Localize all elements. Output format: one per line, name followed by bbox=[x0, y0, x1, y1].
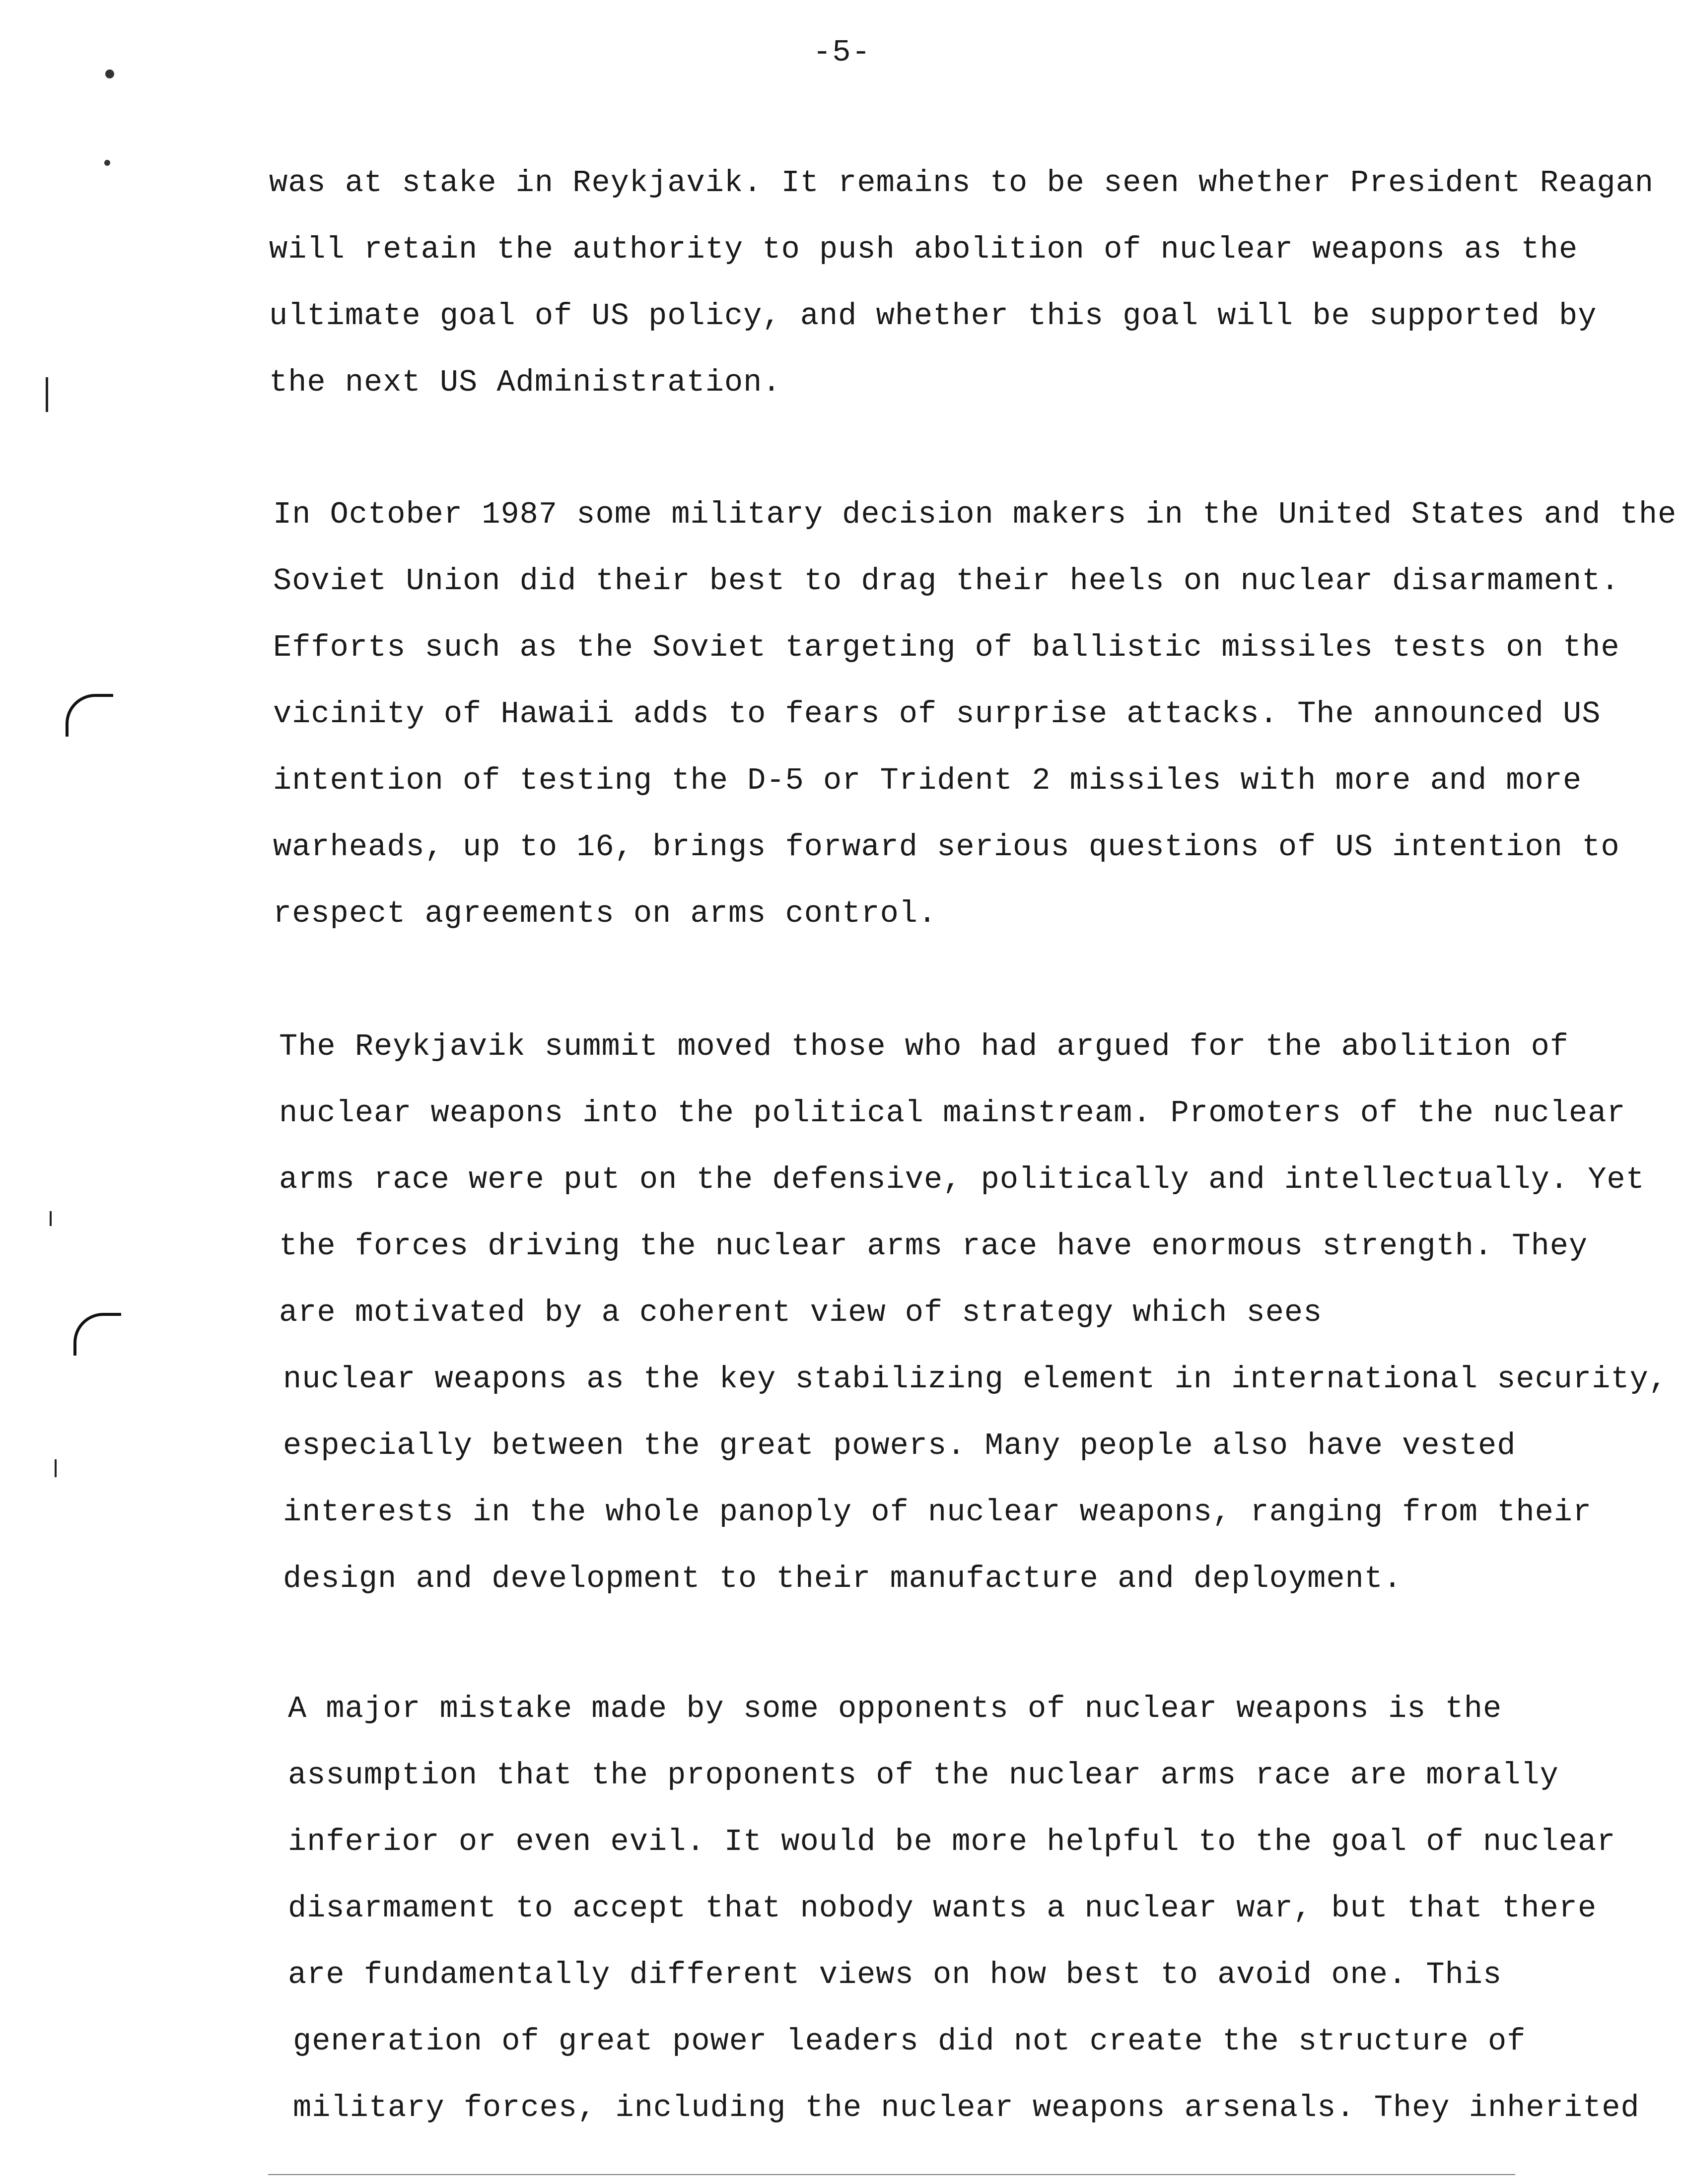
hole-punch-arc bbox=[66, 694, 113, 737]
text-line: inferior or even evil. It would be more helpful to the goal of nuclear bbox=[288, 1824, 1616, 1859]
scan-speck bbox=[105, 69, 114, 78]
text-line: the forces driving the nuclear arms race have enormous strength. They bbox=[279, 1228, 1588, 1264]
text-line: design and development to their manufacture and deployment. bbox=[283, 1561, 1403, 1596]
text-line: was at stake in Reykjavik. It remains to be seen whether President Reagan bbox=[269, 165, 1654, 201]
text-line: are fundamentally different views on how best to avoid one. This bbox=[288, 1957, 1502, 1992]
text-line: vicinity of Hawaii adds to fears of surprise attacks. The announced US bbox=[273, 696, 1601, 732]
margin-tick bbox=[55, 1459, 57, 1477]
text-line: especially between the great powers. Many people also have vested bbox=[283, 1428, 1516, 1463]
text-line: nuclear weapons into the political mainstream. Promoters of the nuclear bbox=[279, 1095, 1626, 1131]
scan-speck bbox=[104, 160, 110, 166]
margin-bracket-mark bbox=[46, 377, 48, 412]
page-bottom-edge bbox=[268, 2174, 1515, 2175]
text-line: respect agreements on arms control. bbox=[273, 896, 937, 931]
hole-punch-arc bbox=[73, 1313, 121, 1356]
text-line: A major mistake made by some opponents of nuclear weapons is the bbox=[288, 1691, 1502, 1726]
text-line: are motivated by a coherent view of strategy which sees bbox=[279, 1295, 1323, 1330]
text-line: Soviet Union did their best to drag their heels on nuclear disarmament. bbox=[273, 563, 1620, 599]
text-line: assumption that the proponents of the nuclear arms race are morally bbox=[288, 1758, 1559, 1793]
text-line: military forces, including the nuclear weapons arsenals. They inherited bbox=[293, 2090, 1640, 2125]
page-number: -5- bbox=[813, 35, 871, 70]
text-line: the next US Administration. bbox=[269, 365, 781, 400]
text-line: will retain the authority to push abolition of nuclear weapons as the bbox=[269, 232, 1578, 267]
text-line: warheads, up to 16, brings forward serious questions of US intention to bbox=[273, 829, 1620, 865]
text-line: disarmament to accept that nobody wants a nuclear war, but that there bbox=[288, 1891, 1597, 1926]
margin-tick bbox=[50, 1211, 52, 1226]
text-line: intention of testing the D-5 or Trident 2 missiles with more and more bbox=[273, 763, 1582, 798]
text-line: Efforts such as the Soviet targeting of ballistic missiles tests on the bbox=[273, 630, 1620, 665]
text-line: nuclear weapons as the key stabilizing element in international security, bbox=[283, 1362, 1668, 1397]
text-line: arms race were put on the defensive, politically and intellectually. Yet bbox=[279, 1162, 1645, 1197]
text-line: interests in the whole panoply of nuclear weapons, ranging from their bbox=[283, 1495, 1592, 1530]
text-line: The Reykjavik summit moved those who had argued for the abolition of bbox=[279, 1029, 1569, 1064]
text-line: generation of great power leaders did not create the structure of bbox=[293, 2024, 1526, 2059]
text-line: ultimate goal of US policy, and whether this goal will be supported by bbox=[269, 298, 1597, 334]
text-line: In October 1987 some military decision makers in the United States and the bbox=[273, 497, 1677, 532]
